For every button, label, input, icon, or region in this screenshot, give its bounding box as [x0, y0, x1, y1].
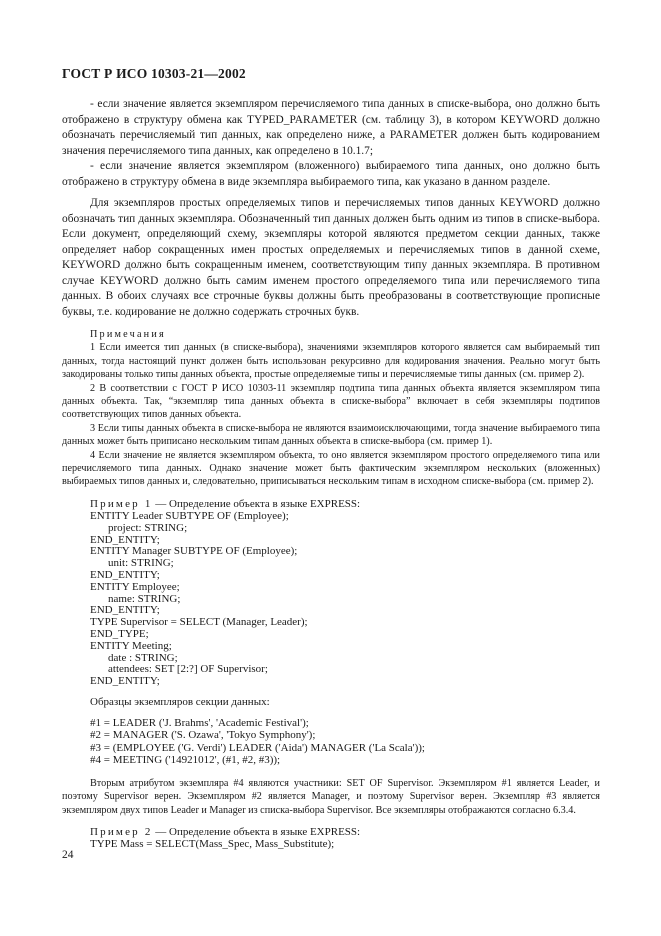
example-2-caption: — Определение объекта в языке EXPRESS: — [152, 826, 361, 839]
instance-line: #1 = LEADER ('J. Brahms', 'Academic Festival'); — [90, 717, 309, 730]
example-2-label: Пример 2 — [90, 826, 153, 839]
note-2: 2 В соответствии с ГОСТ Р ИСО 10303-11 экземпляр подтипа типа данных объекта является экземпляром типа данных объекта. Так, “экземпляр типа данных объекта в списке-выбора” включает в себя экземпляры подтипов соответствующих типов данных объекта. — [62, 382, 600, 421]
code-line: END_ENTITY; — [90, 604, 160, 617]
example-2-code — [62, 839, 600, 851]
example-1-code — [62, 511, 600, 688]
code-line: END_ENTITY; — [90, 675, 160, 688]
code-line: TYPE Supervisor = SELECT (Manager, Leader); — [90, 616, 308, 629]
code-line: unit: STRING; — [108, 557, 174, 570]
notes-heading: Примечания — [90, 329, 166, 340]
document-header: ГОСТ Р ИСО 10303-21—2002 — [62, 66, 246, 81]
code-line: END_ENTITY; — [90, 533, 160, 546]
page-body — [62, 97, 600, 851]
code-line: ENTITY Employee; — [90, 580, 180, 593]
instance-line: #4 = MEETING ('14921012', (#1, #2, #3)); — [90, 753, 281, 766]
example-1-explanation: Вторым атрибутом экземпляра #4 являются участники: SET OF Supervisor. Экземпляром #1 является Leader, и поэтому Supervisor верен. Экземпляром #2 является Manager, и поэтому Supervisor верен. Экземпляр #3 является экземпляром двух типов Leader и Manager из списка-выбора Supervisor. Все экземпляры отображаются согласно 6.3.4. — [62, 778, 600, 816]
code-line: attendees: SET [2:?] OF Supervisor; — [108, 663, 268, 676]
code-line: END_TYPE; — [90, 628, 149, 641]
example-1-label: Пример 1 — [90, 497, 153, 510]
note-3: 3 Если типы данных объекта в списке-выбора не являются взаимоисключающими, тогда значение выбираемого типа данных может быть приписано нескольким типам данных объекта в списке-выбора (см. пример 1). — [62, 422, 600, 448]
code-line: ENTITY Manager SUBTYPE OF (Employee); — [90, 545, 298, 558]
code-line: TYPE Mass = SELECT(Mass_Spec, Mass_Substitute); — [90, 838, 335, 851]
instance-list — [62, 717, 600, 766]
code-line: date : STRING; — [108, 651, 178, 664]
paragraph-enumeration: - если значение является экземпляром перечисляемого типа данных в списке-выбора, оно должно быть отображено в структуру обмена как TYPED_PARAMETER (см. таблицу 3), в котором KEYWORD должно обозначать перечисляемый тип данных, как определено ниже, а PARAMETER должен быть кодированием значения перечисляемого типа данных, как определено в 10.1.7; — [62, 98, 600, 157]
code-line: project: STRING; — [108, 521, 188, 534]
paragraph-keyword: Для экземпляров простых определяемых типов и перечисляемых типов данных KEYWORD должно обозначать тип данных экземпляра. Обозначенный тип данных должен быть одним из типов в списке-выбора. Если документ, определяющий схему, экземпляры которой являются предметом секции данных, также определяет набор сокращенных имен простых определяемых и перечисляемых типов в данной схеме, KEYWORD должно быть сокращенным именем, соответствующим типу данных экземпляра. В противном случае KEYWORD должно быть самим именем простого определяемого типа или перечисляемого типа данных. В обоих случаях все строчные буквы должны быть преобразованы в соответствующие прописные буквы, т.е. кодирование не должно содержать строчных букв. — [62, 197, 600, 318]
code-line: END_ENTITY; — [90, 569, 160, 582]
samples-heading: Образцы экземпляров секции данных: — [90, 696, 270, 709]
note-1: 1 Если имеется тип данных (в списке-выбора), значениями экземпляров которого является сам выбираемый тип данных, тогда настоящий пункт должен быть использован рекурсивно для кодирования значения. Реально могут быть закодированы только типы данных объекта, простые определяемые типы и перечисляемые типы данных (см. пример 2). — [62, 342, 600, 381]
paragraph-nested-select: - если значение является экземпляром (вложенного) выбираемого типа данных, оно должно быть отображено в структуру обмена в виде экземпляра выбираемого типа, как указано в данном разделе. — [62, 160, 600, 188]
code-line: ENTITY Leader SUBTYPE OF (Employee); — [90, 510, 289, 523]
example-1-caption: — Определение объекта в языке EXPRESS: — [152, 497, 361, 510]
note-4: 4 Если значение не является экземпляром объекта, то оно является экземпляром простого определяемого типа или перечисляемого типа данных. Однако значение может быть фактическим экземпляром нескольких (вложенных) выбираемых типов данных и, следовательно, приписываться нескольким типам в исходном списке-выбора (см. пример 2). — [62, 449, 600, 488]
page-number: 24 — [62, 849, 74, 861]
instance-line: #3 = (EMPLOYEE ('G. Verdi') LEADER ('Aida') MANAGER ('La Scala')); — [90, 741, 425, 754]
instance-line: #2 = MANAGER ('S. Ozawa', 'Tokyo Symphony'); — [90, 729, 316, 742]
code-line: name: STRING; — [108, 592, 181, 605]
code-line: ENTITY Meeting; — [90, 639, 172, 652]
